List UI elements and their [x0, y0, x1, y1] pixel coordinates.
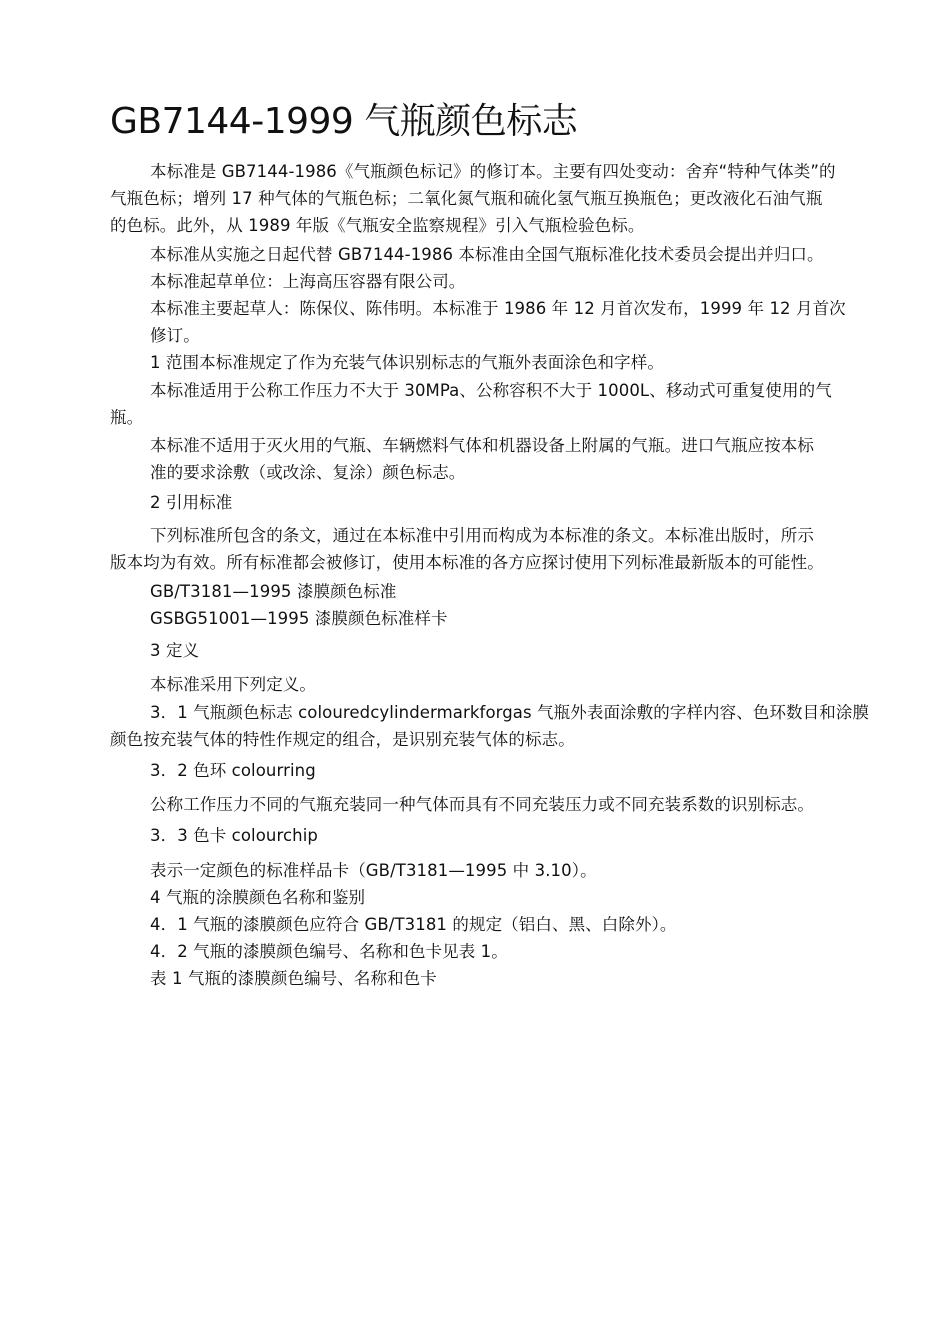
paragraph-line: 修订。 — [150, 326, 200, 345]
paragraph-line: 准的要求涂敷（或改涂、复涂）颜色标志。 — [150, 463, 466, 482]
paragraph-line: 版本均为有效。所有标准都会被修订，使用本标准的各方应探讨使用下列标准最新版本的可能性。 — [110, 553, 824, 572]
document-title: GB7144-1999 气瓶颜色标志 — [110, 101, 578, 142]
reference-item: GSBG51001—1995 漆膜颜色标准样卡 — [150, 609, 448, 628]
paragraph-line: 公称工作压力不同的气瓶充装同一种气体而具有不同充装压力或不同充装系数的识别标志。 — [150, 795, 814, 814]
paragraph-line: 4．1 气瓶的漆膜颜色应符合 GB/T3181 的规定（铝白、黑、白除外）。 — [150, 915, 677, 934]
paragraph-line: 下列标准所包含的条文，通过在本标准中引用而构成为本标准的条文。本标准出版时，所示 — [150, 526, 814, 545]
section-heading: 2 引用标准 — [150, 493, 233, 512]
paragraph-line: 本标准从实施之日起代替 GB7144-1986 本标准由全国气瓶标准化技术委员会提出并归口。 — [150, 245, 824, 264]
paragraph-line: 本标准主要起草人：陈保仪、陈伟明。本标准于 1986 年 12 月首次发布，1999 年 12 月首次 — [150, 299, 846, 318]
paragraph-line: 本标准不适用于灭火用的气瓶、车辆燃料气体和机器设备上附属的气瓶。进口气瓶应按本标 — [150, 436, 814, 455]
section-heading: 1 范围本标准规定了作为充装气体识别标志的气瓶外表面涂色和字样。 — [150, 353, 664, 372]
reference-item: GB/T3181—1995 漆膜颜色标准 — [150, 582, 397, 601]
section-heading: 4 气瓶的涂膜颜色名称和鉴别 — [150, 888, 366, 907]
paragraph-line: 本标准适用于公称工作压力不大于 30MPa、公称容积不大于 1000L、移动式可重复使用的气 — [150, 381, 832, 400]
paragraph-line: 本标准起草单位：上海高压容器有限公司。 — [150, 272, 466, 291]
table-caption: 表 1 气瓶的漆膜颜色编号、名称和色卡 — [150, 969, 437, 988]
section-heading: 3 定义 — [150, 641, 200, 660]
paragraph-line: 瓶。 — [110, 408, 144, 427]
paragraph-line: 颜色按充装气体的特性作规定的组合，是识别充装气体的标志。 — [110, 730, 575, 749]
paragraph-line: 4．2 气瓶的漆膜颜色编号、名称和色卡见表 1。 — [150, 942, 508, 961]
paragraph-line: 表示一定颜色的标准样品卡（GB/T3181—1995 中 3.10）。 — [150, 861, 597, 880]
subsection-heading: 3．3 色卡 colourchip — [150, 826, 318, 845]
subsection-heading: 3．2 色环 colourring — [150, 761, 316, 780]
paragraph-line: 本标准是 GB7144-1986《气瓶颜色标记》的修订本。主要有四处变动：舍弃“特种气体类”的 — [150, 162, 836, 181]
paragraph-line: 的色标。此外，从 1989 年版《气瓶安全监察规程》引入气瓶检验色标。 — [110, 216, 645, 235]
paragraph-line: 本标准采用下列定义。 — [150, 675, 316, 694]
paragraph-line: 3．1 气瓶颜色标志 colouredcylindermarkforgas 气瓶外表面涂敷的字样内容、色环数目和涂膜 — [150, 703, 870, 722]
paragraph-line: 气瓶色标；增列 17 种气体的气瓶色标；二氧化氮气瓶和硫化氢气瓶互换瓶色；更改液化石油气瓶 — [110, 189, 823, 208]
